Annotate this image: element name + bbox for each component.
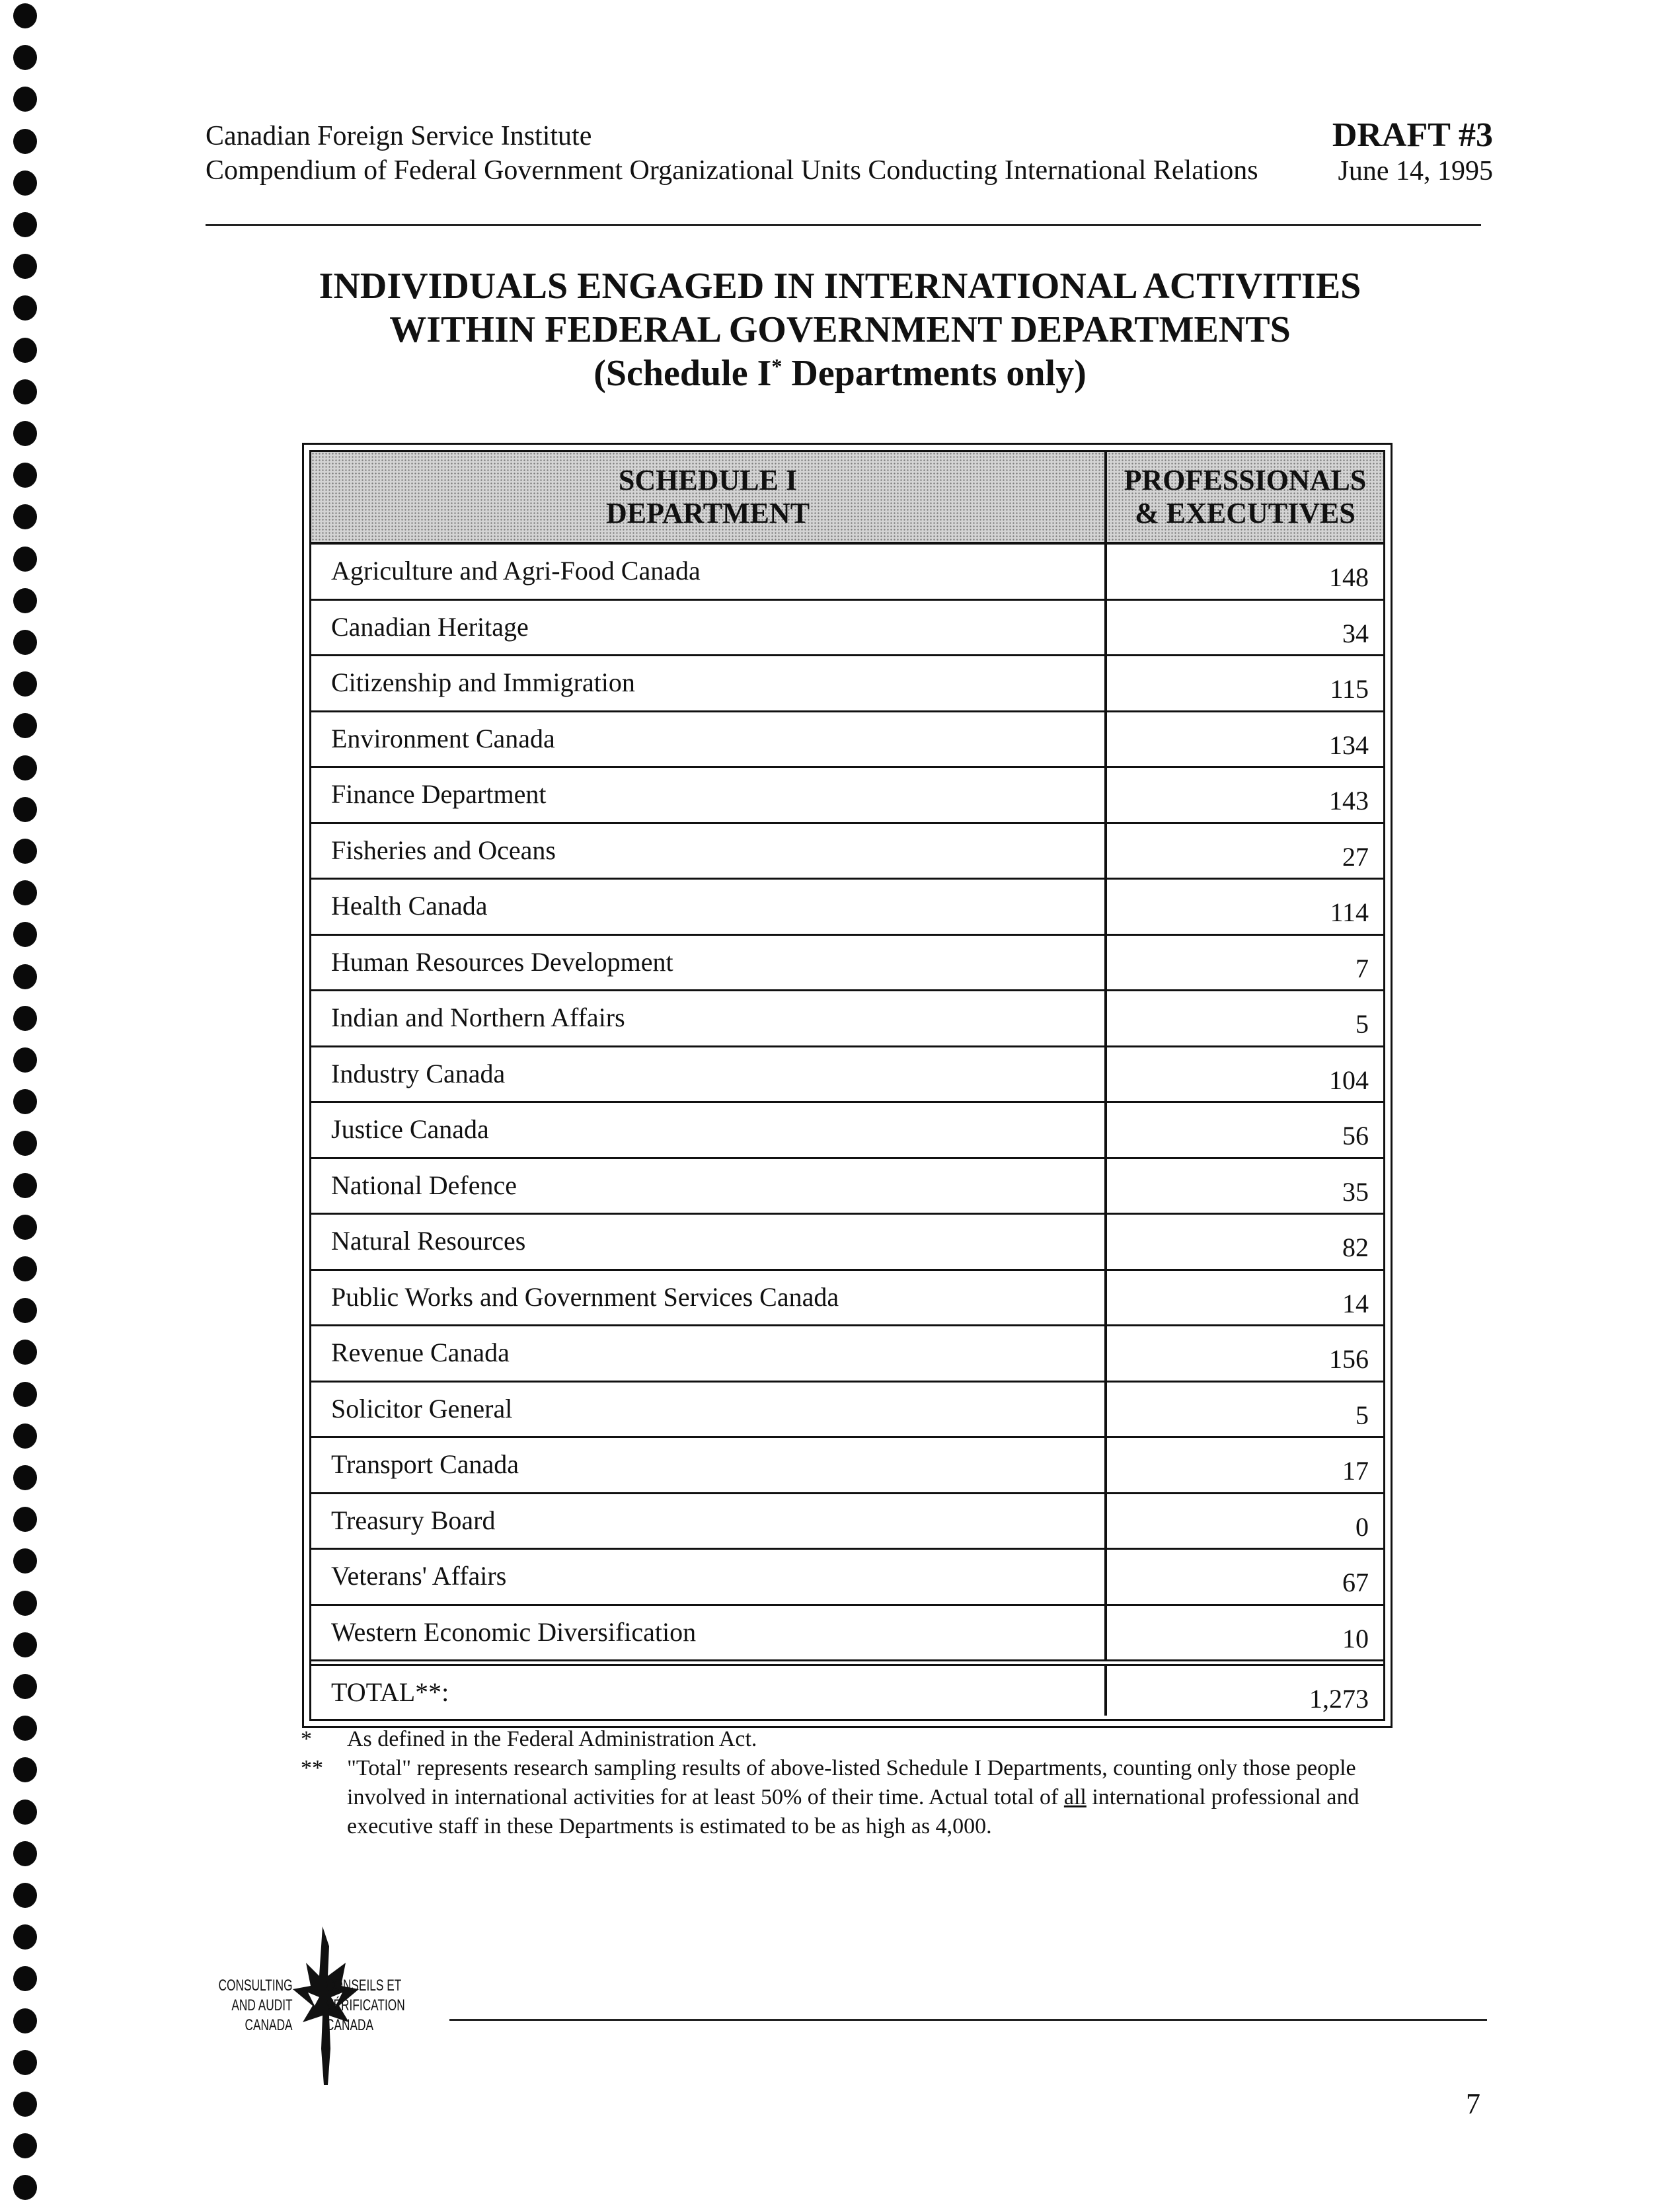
title-line-1: INDIVIDUALS ENGAGED IN INTERNATIONAL ACTIVITIES [319,266,1361,307]
binding-hole [13,630,37,655]
column-header-professionals: PROFESSIONALS & EXECUTIVES [1104,452,1383,542]
table-row [311,1271,1383,1327]
binding-hole [13,880,37,905]
professionals-count: 134 [1329,730,1369,760]
professionals-count: 114 [1330,897,1369,927]
table-header-row [311,452,1383,545]
binding-hole [13,1423,37,1449]
table-row [311,1326,1383,1383]
professionals-count: 34 [1342,618,1369,648]
binding-hole [13,1256,37,1281]
department-name: Treasury Board [331,1505,496,1535]
binding-hole [13,2092,37,2117]
binding-hole [13,922,37,947]
binding-hole [13,1507,37,1532]
binding-hole [13,839,37,864]
binding-hole [13,1966,37,1991]
departments-table [302,443,1393,1728]
table-row [311,601,1383,657]
professionals-count: 5 [1355,1009,1369,1039]
footer-rule [449,2019,1487,2021]
department-name: Veterans' Affairs [331,1561,507,1591]
table-row [311,1103,1383,1159]
footnotes [301,1725,1424,1841]
binding-hole [13,1131,37,1156]
binding-hole [13,671,37,697]
table-row [311,880,1383,936]
binding-hole [13,212,37,237]
department-name: National Defence [331,1170,517,1200]
table-row [311,991,1383,1047]
professionals-count: 35 [1342,1176,1369,1207]
binding-hole [13,1632,37,1657]
draft-date: June 14, 1995 [1338,156,1493,186]
draft-label: DRAFT #3 [1332,116,1493,154]
binding-hole [13,1215,37,1240]
binding-hole [13,2133,37,2158]
binding-hole [13,1006,37,1031]
total-value: 1,273 [1309,1684,1369,1714]
professionals-count: 5 [1355,1400,1369,1430]
department-name: Agriculture and Agri-Food Canada [331,556,701,586]
binding-hole [13,1340,37,1365]
department-name: Public Works and Government Services Canada [331,1281,839,1312]
binding-hole [13,3,37,28]
table-row [311,1606,1383,1662]
professionals-count: 27 [1342,841,1369,872]
professionals-count: 17 [1342,1456,1369,1486]
binding-hole [13,171,37,196]
binding-hole [13,588,37,613]
binding-hole [13,1465,37,1490]
table-row [311,545,1383,601]
table-row [311,1047,1383,1104]
table-row [311,1438,1383,1494]
professionals-count: 82 [1342,1233,1369,1262]
binding-hole [13,1591,37,1616]
table-row [311,1550,1383,1606]
department-name: Canadian Heritage [331,611,529,642]
department-name: Industry Canada [331,1058,506,1088]
department-name: Solicitor General [331,1393,513,1423]
compendium-title: Compendium of Federal Government Organizational Units Conducting International Relations [206,155,1258,186]
table-row [311,1215,1383,1271]
professionals-count: 0 [1355,1511,1369,1542]
total-row [311,1664,1383,1716]
table-row [311,1494,1383,1550]
professionals-count: 143 [1329,786,1369,816]
title-line-3: (Schedule I* Departments only) [593,353,1087,394]
binding-hole [13,1841,37,1866]
binding-hole [13,1716,37,1741]
document-header [206,119,1258,188]
department-name: Western Economic Diversification [331,1616,697,1647]
column-header-department: SCHEDULE I DEPARTMENT [605,464,810,529]
title-line-2: WITHIN FEDERAL GOVERNMENT DEPARTMENTS [389,309,1291,350]
professionals-count: 10 [1342,1623,1369,1653]
page-title [0,264,1680,395]
binding-hole [13,2008,37,2033]
binding-hole [13,1924,37,1950]
department-name: Revenue Canada [331,1338,510,1367]
table-row [311,712,1383,769]
draft-info [1332,116,1493,188]
table-row [311,1159,1383,1215]
binding-hole [13,1883,37,1908]
institute-name: Canadian Foreign Service Institute [206,121,592,151]
professionals-count: 156 [1329,1344,1369,1374]
binding-hole [13,1173,37,1198]
binding-hole [13,1674,37,1699]
binding-hole [13,1548,37,1574]
logo-text-french: CONSEILS ET VÉRIFICATION CANADA [326,1977,405,2034]
department-name: Human Resources Development [331,946,673,977]
binding-hole [13,964,37,989]
binding-hole [13,1047,37,1073]
department-name: Finance Department [331,779,547,809]
footnote-1: * As defined in the Federal Administration Act. [301,1727,757,1751]
table-row [311,824,1383,880]
professionals-count: 56 [1342,1121,1369,1151]
total-label: TOTAL**: [331,1677,449,1707]
binding-hole [13,713,37,738]
professionals-count: 7 [1355,953,1369,983]
binding-hole [13,1089,37,1114]
binding-hole [13,463,37,488]
table-row [311,656,1383,712]
binding-hole [13,504,37,529]
logo-text-english: CONSULTING AND AUDIT CANADA [218,1977,293,2034]
binding-hole [13,1757,37,1782]
professionals-count: 67 [1342,1568,1369,1597]
department-name: Transport Canada [331,1449,519,1479]
binding-hole [13,1382,37,1407]
footnote-2: ** "Total" represents research sampling results of above-listed Schedule I Departments, counting only those people involved in international activities for at least 50% of their time. Actual total of all international professional and executive staff in these Departments is estimated to be as high as 4,000. [301,1756,1359,1839]
table-row [311,768,1383,824]
page-number: 7 [1466,2088,1480,2120]
consulting-audit-canada-logo [210,1923,408,2095]
department-name: Fisheries and Oceans [331,835,556,865]
binding-hole [13,129,37,154]
professionals-count: 104 [1329,1065,1369,1095]
title-asterisk: * [771,354,783,378]
department-name: Natural Resources [331,1226,526,1256]
header-rule [206,224,1481,226]
table-row [311,1383,1383,1439]
binding-hole [13,421,37,446]
binding-hole [13,2175,37,2200]
binding-hole [13,87,37,112]
binding-hole [13,547,37,572]
department-name: Health Canada [331,891,488,921]
department-name: Citizenship and Immigration [331,667,635,697]
binding-hole [13,45,37,70]
binding-hole [13,2050,37,2075]
binding-hole [13,797,37,822]
table-row [311,936,1383,992]
binding-hole [13,1298,37,1323]
department-name: Justice Canada [331,1114,489,1144]
department-name: Environment Canada [331,723,555,753]
binding-hole [13,1800,37,1825]
professionals-count: 14 [1342,1288,1369,1318]
binding-hole [13,755,37,780]
professionals-count: 148 [1329,562,1369,592]
professionals-count: 115 [1330,674,1369,704]
department-name: Indian and Northern Affairs [331,1003,625,1032]
